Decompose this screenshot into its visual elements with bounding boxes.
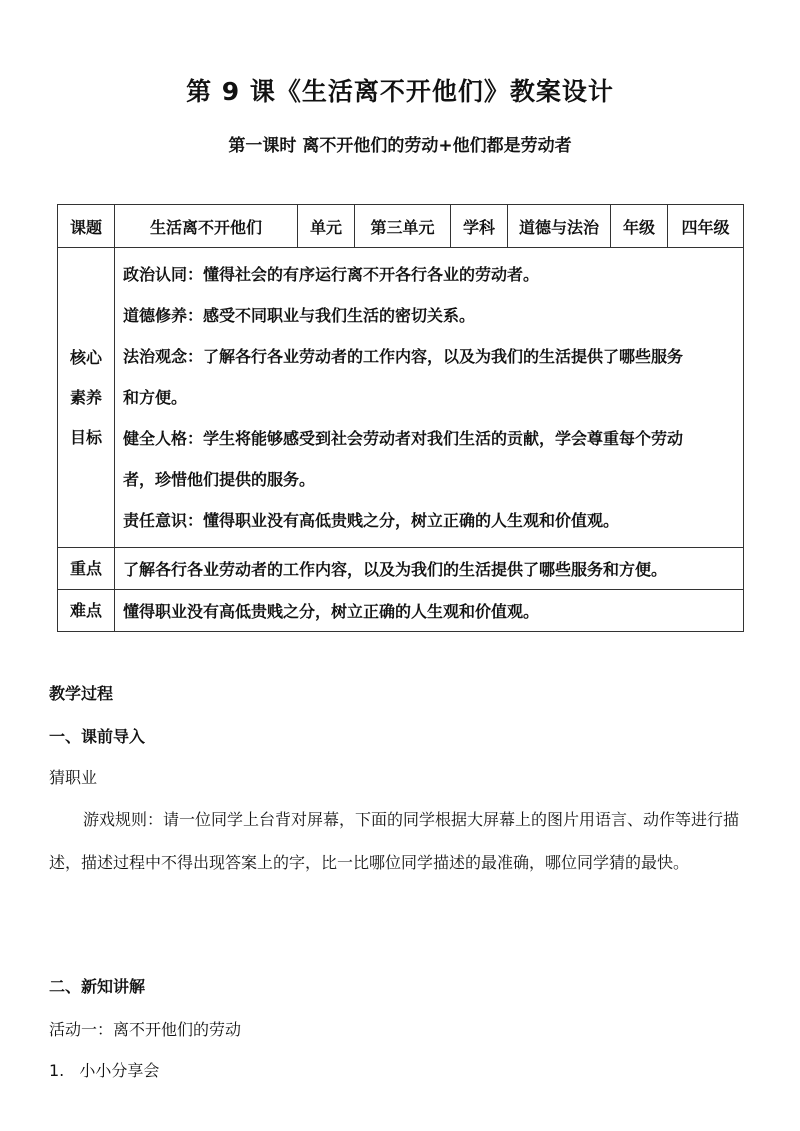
game-rules-paragraph: 游戏规则：请一位同学上台背对屏幕，下面的同学根据大屏幕上的图片用语言、动作等进行描述，描述过程中不得出现答案上的字，比一比哪位同学描述的最准确，哪位同学猜的最快。 [49,810,740,872]
core-goal-item [123,254,735,295]
topic-value: 生活离不开他们 [115,205,298,248]
core-label-line: 核心 [69,347,102,367]
core-label-line: 目标 [69,427,102,447]
activity-title: 活动一：离不开他们的劳动 [49,1020,242,1039]
grade-label: 年级 [611,205,668,248]
unit-label: 单元 [298,205,355,248]
list-item-text: 小小分享会 [79,1061,160,1080]
core-goal-line: 道德修养：感受不同职业与我们生活的密切关系。 [123,306,476,325]
unit-value: 第三单元 [355,205,451,248]
lesson-info-table [57,204,744,632]
subject-value: 道德与法治 [508,205,611,248]
topic-label: 课题 [58,205,115,248]
page-subtitle: 第一课时 离不开他们的劳动+他们都是劳动者 [228,136,572,156]
core-goals-content [115,248,744,548]
core-goal-line: 责任意识：懂得职业没有高低贵贱之分，树立正确的人生观和价值观。 [123,511,620,530]
section-heading-1: 一、课前导入 [49,727,146,746]
difficult-point-row [58,590,744,632]
difficult-point-label: 难点 [58,590,115,632]
difficult-point-text: 懂得职业没有高低贵贱之分，树立正确的人生观和价值观。 [115,590,744,632]
core-goal-item [123,500,735,541]
key-point-label: 重点 [58,548,115,590]
key-point-text: 了解各行各业劳动者的工作内容，以及为我们的生活提供了哪些服务和方便。 [115,548,744,590]
core-goals-label [58,248,115,548]
core-goal-line: 和方便。 [123,388,188,407]
core-goal-line: 法治观念：了解各行各业劳动者的工作内容，以及为我们的生活提供了哪些服务 [123,347,684,366]
core-goal-line: 健全人格：学生将能够感受到社会劳动者对我们生活的贡献，学会尊重每个劳动 [123,429,684,448]
key-point-row [58,548,744,590]
table-header-row [58,205,744,248]
grade-value: 四年级 [668,205,744,248]
core-goal-item [123,336,735,418]
process-heading: 教学过程 [49,684,114,703]
core-goal-line: 者，珍惜他们提供的服务。 [123,470,316,489]
page-title: 第 9 课《生活离不开他们》教案设计 [186,77,614,106]
core-goal-line: 政治认同：懂得社会的有序运行离不开各行各业的劳动者。 [123,265,540,284]
core-goals-row [58,248,744,548]
list-item [49,1058,159,1081]
core-goal-item [123,418,735,500]
list-item-number: 1. [49,1061,65,1080]
subject-label: 学科 [451,205,508,248]
section-heading-2: 二、新知讲解 [49,977,146,996]
core-label-line: 素养 [69,387,102,407]
guess-title: 猜职业 [49,768,98,787]
core-goal-item [123,295,735,336]
